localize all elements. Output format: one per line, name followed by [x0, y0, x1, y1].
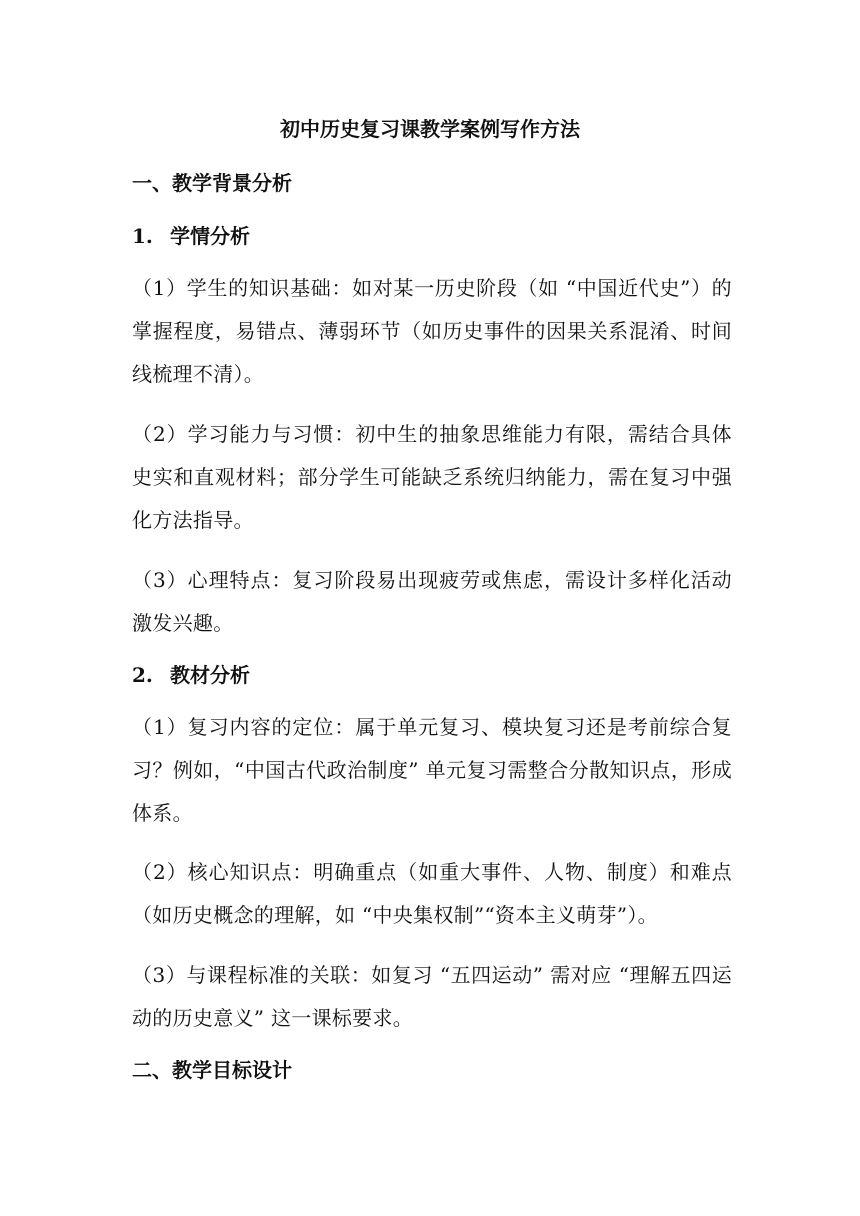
subsection-heading-textbook-analysis: [132, 662, 732, 688]
paragraph-review-positioning: （1）复习内容的定位：属于单元复习、模块复习还是考前综合复习？例如，“中国古代政治制度” 单元复习需整合分散知识点，形成体系。: [132, 715, 732, 825]
subsection-title: 学情分析: [170, 224, 250, 248]
paragraph-learning-ability: （2）学习能力与习惯：初中生的抽象思维能力有限，需结合具体史实和直观材料；部分学生可能缺乏系统归纳能力，需在复习中强化方法指导。: [132, 422, 732, 532]
paragraph-curriculum-standard: （3）与课程标准的关联：如复习 “五四运动” 需对应 “理解五四运动的历史意义” 这一课标要求。: [132, 963, 732, 1030]
document-title: 初中历史复习课教学案例写作方法: [280, 117, 580, 141]
paragraph-core-knowledge: （2）核心知识点：明确重点（如重大事件、人物、制度）和难点（如历史概念的理解，如 “中央集权制”“资本主义萌芽”）。: [132, 860, 732, 927]
paragraph-knowledge-base: （1）学生的知识基础：如对某一历史阶段（如 “中国近代史”）的掌握程度，易错点、薄弱环节（如历史事件的因果关系混淆、时间线梳理不清）。: [132, 276, 732, 386]
subsection-number: 2.: [132, 663, 153, 687]
section-heading-objectives: 二、教学目标设计: [132, 1058, 292, 1082]
subsection-number: 1.: [132, 224, 153, 248]
paragraph-psychology: （3）心理特点：复习阶段易出现疲劳或焦虑，需设计多样化活动激发兴趣。: [132, 568, 732, 635]
subsection-heading-student-analysis: [132, 223, 732, 249]
section-heading-background: 一、教学背景分析: [132, 171, 292, 195]
subsection-title: 教材分析: [170, 663, 250, 687]
